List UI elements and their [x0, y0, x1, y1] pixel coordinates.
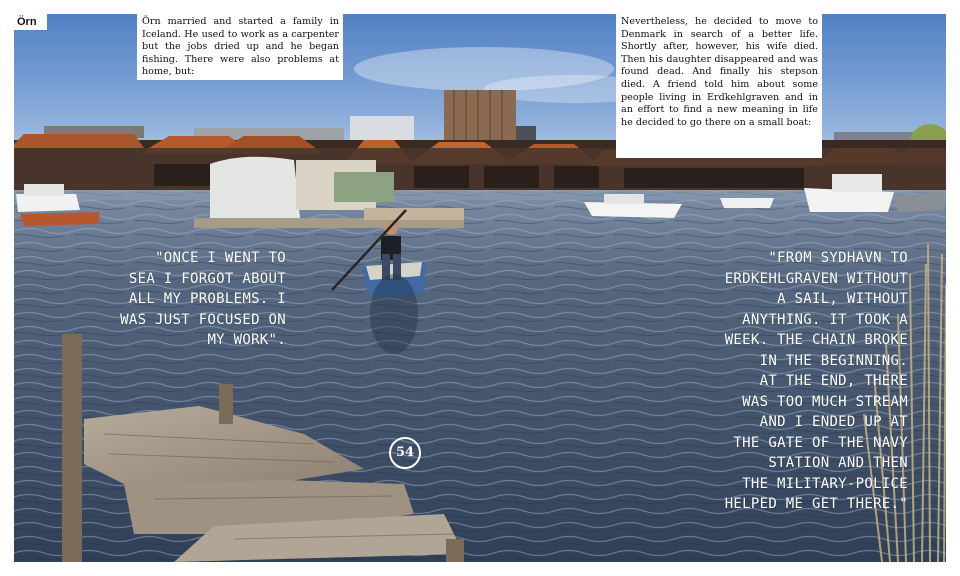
- caption-left: Örn married and started a family in Iceland. He used to work as a carpenter but the jobs dried up and he began fishing. There were also problems at home, but:: [137, 14, 343, 80]
- subject-name-label: Örn: [14, 14, 47, 30]
- page-number: 54: [389, 437, 421, 469]
- quote-left: "ONCE I WENT TO SEA I FORGOT ABOUT ALL MY PROBLEMS. I WAS JUST FOCUSED ON MY WORK".: [120, 250, 286, 348]
- caption-right: Nevertheless, he decided to move to Denmark in search of a better life. Shortly after, however, his wife died. Then his daughter disappeared and was found dead. And finally his stepson died. A friend told him about some people living in Erdkehlgraven and in an effort to find a new meaning in life he decided to go there on a small boat:: [616, 14, 822, 158]
- quote-right: "FROM SYDHAVN TO ERDKEHLGRAVEN WITHOUT A SAIL, WITHOUT ANYTHING. IT TOOK A WEEK. THE CHAIN BROKE IN THE BEGINNING. AT THE END, THERE WAS TOO MUCH STREAM AND I ENDED UP AT THE GATE OF THE NAVY STATION AND THEN THE MILITARY-POLICE HELPED ME GET THERE.": [724, 250, 908, 512]
